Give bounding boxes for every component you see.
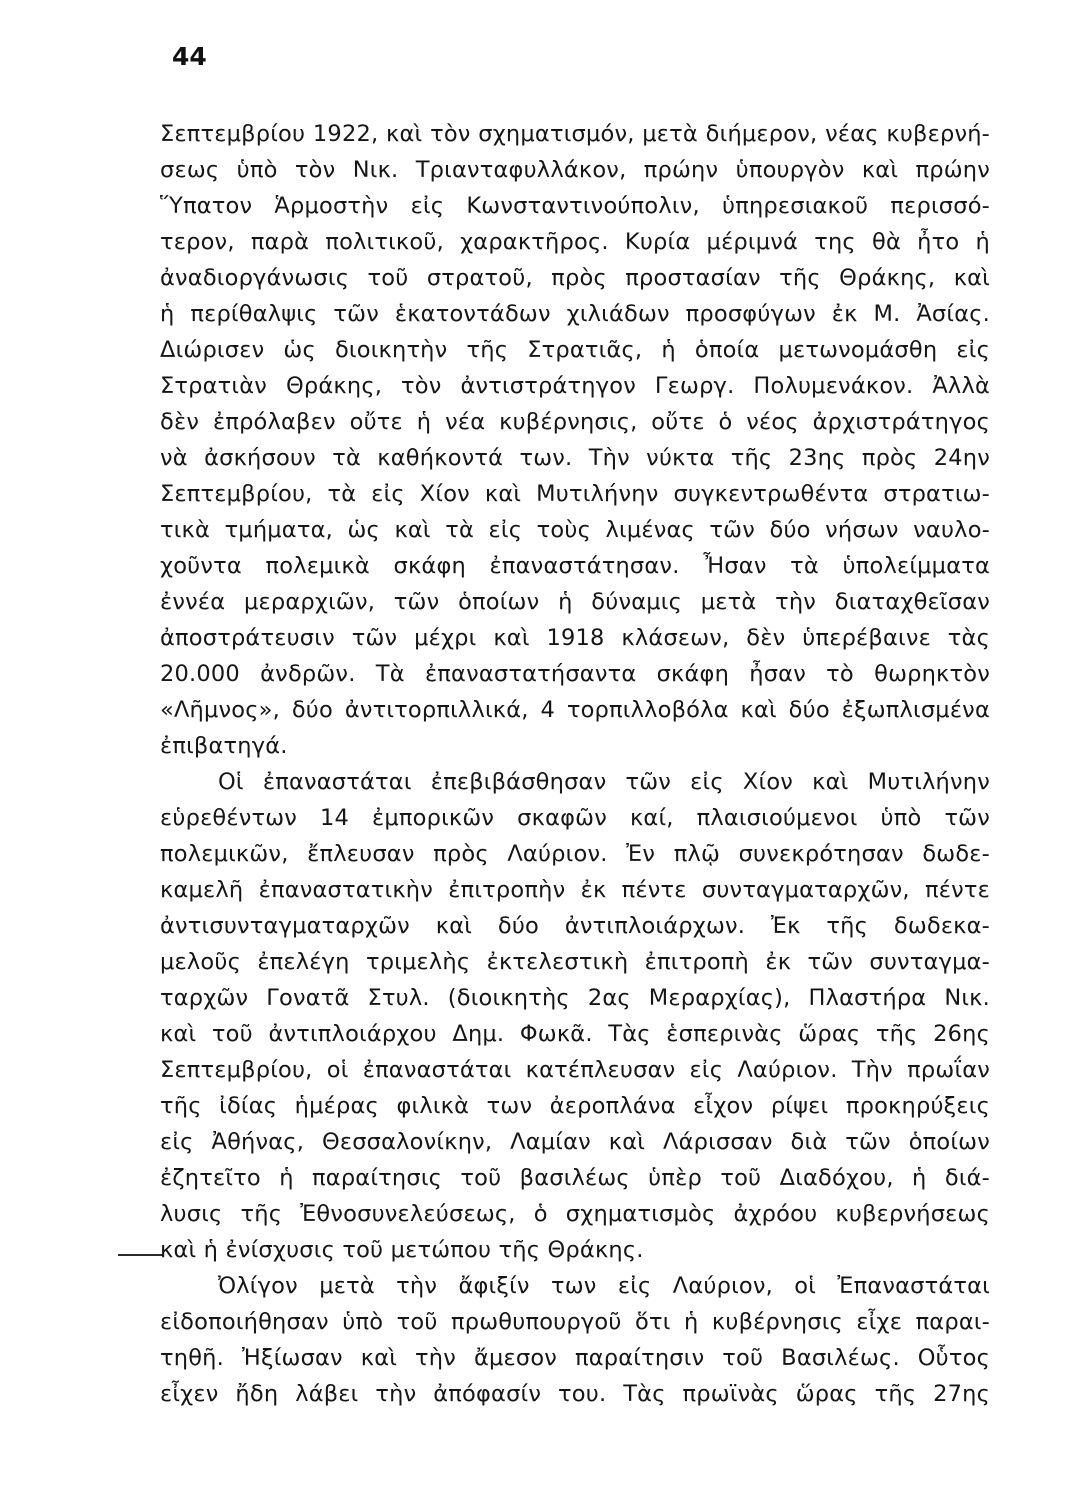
body-text [160, 116, 990, 1412]
margin-pen-mark [118, 1254, 164, 1256]
text-line: νὰ ἀσκήσουν τὰ καθήκοντά των. Τὴν νύκτα τῆς 23ης πρὸς 24ην [160, 445, 990, 471]
text-line: ἀποστράτευσιν τῶν μέχρι καὶ 1918 κλάσεων, δὲν ὑπερέβαινε τὰς [160, 625, 990, 651]
text-line: ἀναδιοργάνωσις τοῦ στρατοῦ, πρὸς προστασίαν τῆς Θράκης, καὶ [160, 265, 990, 291]
paragraph-end-line: καὶ ἡ ἐνίσχυσις τοῦ μετώπου τῆς Θράκης. [160, 1237, 644, 1263]
text-line: πολεμικῶν, ἔπλευσαν πρὸς Λαύριον. Ἐν πλῷ συνεκρότησαν δωδε- [160, 841, 990, 867]
text-line: Ὕπατον Ἁρμοστὴν εἰς Κωνσταντινούπολιν, ὑπηρεσιακοῦ περισσό- [160, 193, 990, 219]
page-number: 44 [172, 42, 207, 71]
text-line: καὶ τοῦ ἀντιπλοιάρχου Δημ. Φωκᾶ. Τὰς ἑσπερινὰς ὥρας τῆς 26ης [160, 1021, 990, 1047]
text-line: τικὰ τμήματα, ὡς καὶ τὰ εἰς τοὺς λιμένας τῶν δύο νήσων ναυλο- [160, 517, 990, 543]
text-line: εἰς Ἀθήνας, Θεσσαλονίκην, Λαμίαν καὶ Λάρισσαν διὰ τῶν ὁποίων [160, 1129, 990, 1155]
paragraph-start-line: Οἱ ἐπαναστάται ἐπεβιβάσθησαν τῶν εἰς Χίον καὶ Μυτιλήνην [218, 769, 990, 795]
text-line: τῆς ἰδίας ἡμέρας φιλικὰ των ἀεροπλάνα εἶχον ρίψει προκηρύξεις [160, 1093, 990, 1119]
text-line: Σεπτεμβρίου 1922, καὶ τὸν σχηματισμόν, μετὰ διήμερον, νέας κυβερνή- [160, 121, 990, 147]
text-line: εἰδοποιήθησαν ὑπὸ τοῦ πρωθυπουργοῦ ὅτι ἡ κυβέρνησις εἶχε παραι- [160, 1309, 990, 1335]
text-line: ταρχῶν Γονατᾶ Στυλ. (διοικητὴς 2ας Μεραρχίας), Πλαστήρα Νικ. [160, 985, 990, 1011]
text-line: Στρατιὰν Θράκης, τὸν ἀντιστράτηγον Γεωργ. Πολυμενάκον. Ἀλλὰ [160, 373, 990, 399]
text-line: ἐννέα μεραρχιῶν, τῶν ὁποίων ἡ δύναμις μετὰ τὴν διαταχθεῖσαν [160, 589, 990, 615]
text-line: Σεπτεμβρίου, τὰ εἰς Χίον καὶ Μυτιλήνην συγκεντρωθέντα στρατιω- [160, 481, 990, 507]
text-line: εὑρεθέντων 14 ἐμπορικῶν σκαφῶν καί, πλαισιούμενοι ὑπὸ τῶν [160, 805, 990, 831]
text-line: Σεπτεμβρίου, οἱ ἐπαναστάται κατέπλευσαν εἰς Λαύριον. Τὴν πρωΐαν [160, 1057, 990, 1083]
text-line: τηθῆ. Ἠξίωσαν καὶ τὴν ἄμεσον παραίτησιν τοῦ Βασιλέως. Οὗτος [160, 1345, 990, 1371]
text-line: «Λῆμνος», δύο ἀντιτορπιλλικά, 4 τορπιλλοβόλα καὶ δύο ἐξωπλισμένα [160, 697, 990, 723]
text-line: εἶχεν ἤδη λάβει τὴν ἀπόφασίν του. Τὰς πρωϊνὰς ὥρας τῆς 27ης [160, 1381, 990, 1407]
paragraph-start-line: Ὀλίγον μετὰ τὴν ἄφιξίν των εἰς Λαύριον, οἱ Ἐπαναστάται [218, 1273, 990, 1299]
text-line: δὲν ἐπρόλαβεν οὔτε ἡ νέα κυβέρνησις, οὔτε ὁ νέος ἀρχιστράτηγος [160, 409, 990, 435]
text-line: λυσις τῆς Ἐθνοσυνελεύσεως, ὁ σχηματισμὸς ἀχρόου κυβερνήσεως [160, 1201, 990, 1227]
text-line: ἀντισυνταγματαρχῶν καὶ δύο ἀντιπλοιάρχων. Ἐκ τῆς δωδεκα- [160, 913, 990, 939]
text-line: χοῦντα πολεμικὰ σκάφη ἐπαναστάτησαν. Ἦσαν τὰ ὑπολείμματα [160, 553, 990, 579]
text-line: ἡ περίθαλψις τῶν ἑκατοντάδων χιλιάδων προσφύγων ἐκ Μ. Ἀσίας. [160, 301, 990, 327]
text-line: τερον, παρὰ πολιτικοῦ, χαρακτῆρος. Κυρία μέριμνά της θὰ ἦτο ἡ [160, 229, 990, 255]
text-line: σεως ὑπὸ τὸν Νικ. Τριανταφυλλάκον, πρώην ὑπουργὸν καὶ πρώην [160, 157, 990, 183]
text-line: ἐζητεῖτο ἡ παραίτησις τοῦ βασιλέως ὑπὲρ τοῦ Διαδόχου, ἡ διά- [160, 1165, 990, 1191]
text-line: μελοῦς ἐπελέγη τριμελὴς ἐκτελεστικὴ ἐπιτροπὴ ἐκ τῶν συνταγμα- [160, 949, 990, 975]
paragraph-end-line: ἐπιβατηγά. [160, 733, 288, 759]
text-line: 20.000 ἀνδρῶν. Τὰ ἐπαναστατήσαντα σκάφη ἦσαν τὸ θωρηκτὸν [160, 661, 990, 687]
text-line: Διώρισεν ὡς διοικητὴν τῆς Στρατιᾶς, ἡ ὁποία μετωνομάσθη εἰς [160, 337, 990, 363]
text-line: καμελῆ ἐπαναστατικὴν ἐπιτροπὴν ἐκ πέντε συνταγματαρχῶν, πέντε [160, 877, 990, 903]
